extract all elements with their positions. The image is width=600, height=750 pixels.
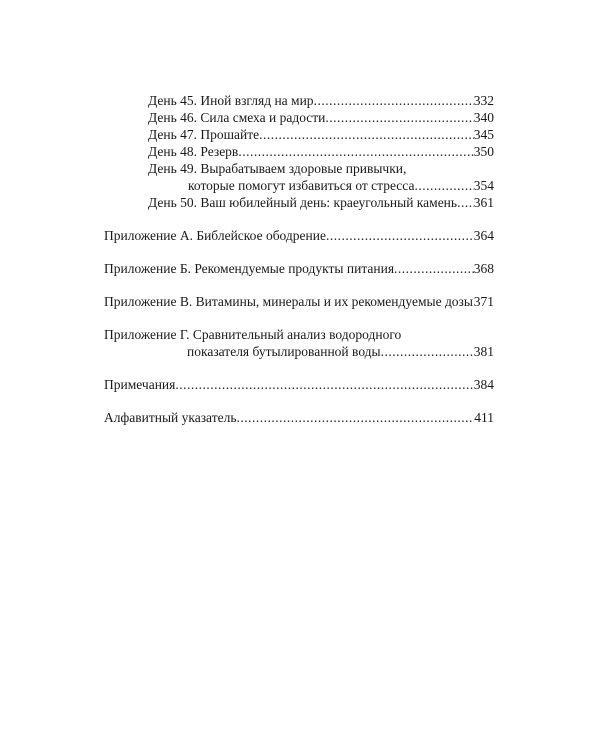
toc-entry-page: 350 [473,144,494,159]
toc-entry-appendix-g-title: Приложение Г. Сравнительный анализ водородного [104,327,402,342]
dot-leader [236,409,474,426]
toc-entry-title: День 48. Резерв [148,144,239,159]
toc-entry-page: 368 [473,261,494,276]
toc-entry-title: День 46. Сила смеха и радости [148,110,326,125]
toc-entry-appendix-g [187,343,494,360]
toc-entry-page: 345 [473,127,494,142]
toc-entry-day-50 [148,194,494,211]
dot-leader [381,343,474,360]
dot-leader [259,126,474,143]
dot-leader [326,227,474,244]
dot-leader [314,92,474,109]
toc-entry-appendix-b [104,260,494,277]
toc-entry-page: 332 [473,93,494,108]
toc-entry-page: 411 [474,410,494,425]
toc-entry-page: 384 [473,377,494,392]
dot-leader [414,177,473,194]
toc-entry-title: Алфавитный указатель [104,410,237,425]
toc-entry-index [104,409,494,426]
toc-entry-page: 364 [473,228,494,243]
toc-entry-day-46 [148,109,494,126]
toc-entry-appendix-a [104,227,494,244]
toc-entry-appendix-v [104,293,494,310]
toc-entry-day-48 [148,143,494,160]
toc-entry-notes [104,376,494,393]
dot-leader [394,260,474,277]
toc-entry-title: День 45. Иной взгляд на мир [148,93,314,108]
dot-leader [325,109,473,126]
toc-entry-continuation: которые помогут избавиться от стресса [188,178,415,193]
toc-entry-title: Приложение Б. Рекомендуемые продукты питания [104,261,395,276]
toc-entry-title: Примечания [104,377,176,392]
toc-entry-continuation: показателя бутылированной воды [187,344,381,359]
toc-entry-day-47 [148,126,494,143]
toc-entry-title: День 50. Ваш юбилейный день: краеугольный камень [148,195,458,210]
toc-entry-title: Приложение А. Библейское ободрение [104,228,326,243]
toc-entry-title: День 47. Прошайте [148,127,260,142]
dot-leader [238,143,473,160]
toc-entry-day-45 [148,92,494,109]
toc-entry-page: 354 [473,178,494,193]
toc-entry-page: 371 [473,294,494,309]
toc-entry-page: 361 [473,195,494,210]
toc-entry-title: Приложение В. Витамины, минералы и их рекомендуемые дозы [104,294,473,309]
dot-leader [175,376,473,393]
dot-leader [457,194,474,211]
toc-entry-day-49 [188,177,494,194]
toc-entry-day-49-title: День 49. Вырабатываем здоровые привычки, [148,161,407,176]
toc-entry-page: 381 [473,344,494,359]
toc-entry-page: 340 [473,110,494,125]
